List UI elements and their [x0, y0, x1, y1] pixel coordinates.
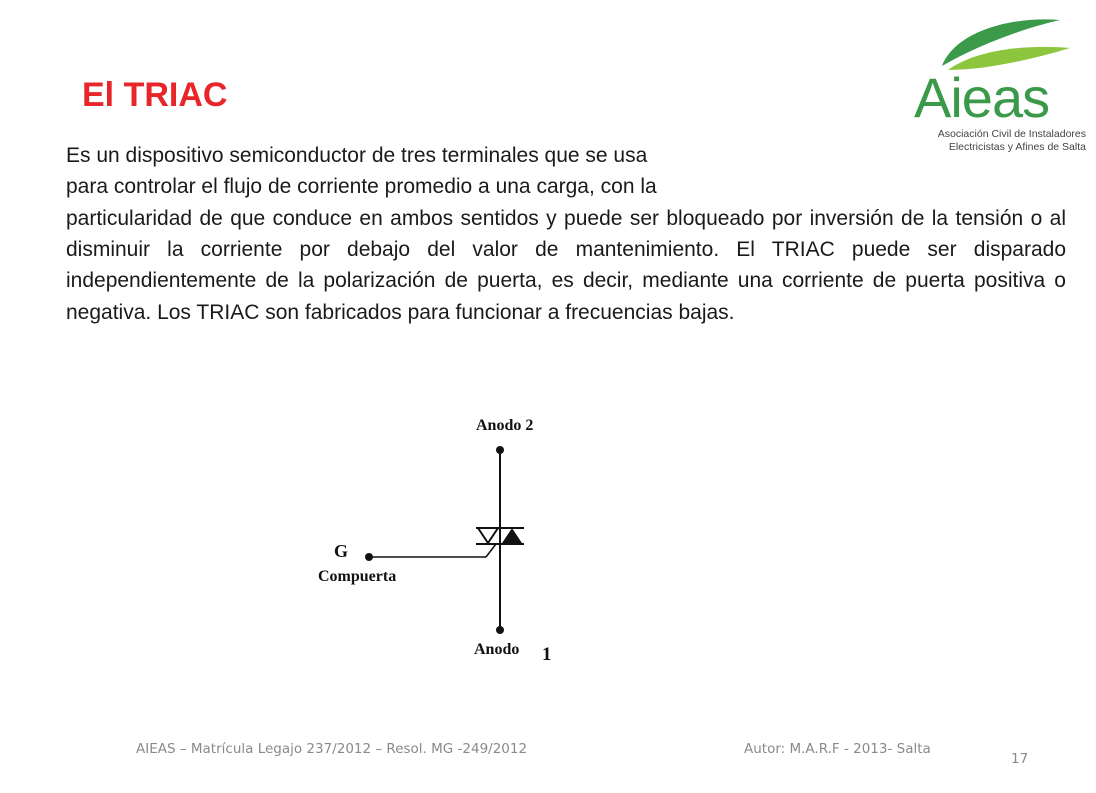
intro-text: [66, 140, 826, 202]
triac-diagram: [300, 405, 600, 675]
intro-line: Es un dispositivo semiconductor de tres terminales que se usa: [66, 144, 648, 167]
leaf-icon: [900, 14, 1090, 74]
intro-line: para controlar el flujo de corriente promedio a una carga, con la: [66, 175, 657, 198]
slide-title: El TRIAC: [82, 76, 228, 114]
logo-subtitle: [904, 128, 1086, 154]
anode1-label: Anodo: [474, 641, 520, 658]
logo-wordmark: Aieas: [914, 66, 1050, 129]
aieas-logo: [900, 14, 1090, 159]
anode2-label: Anodo 2: [476, 417, 534, 434]
footer-left: AIEAS – Matrícula Legajo 237/2012 – Resol. MG -249/2012: [136, 741, 528, 757]
triac-symbol-icon: [300, 405, 600, 675]
footer-right: Autor: M.A.R.F - 2013- Salta: [744, 741, 931, 757]
anode1-number: 1: [542, 644, 552, 665]
gate-letter: G: [334, 541, 349, 561]
logo-subtitle-line: Asociación Civil de Instaladores: [937, 128, 1086, 140]
logo-subtitle-line: Electricistas y Afines de Salta: [948, 141, 1086, 153]
page-number: 17: [1011, 751, 1029, 767]
body-paragraph: particularidad de que conduce en ambos sentidos y puede ser bloqueado por inversión de la tensión o al disminuir la corriente por debajo del valor de mantenimiento. El TRIAC puede ser disparado independientemente de la polarización de puerta, es decir, mediante una corriente de puerta positiva o negativa. Los TRIAC son fabricados para funcionar a frecuencias bajas.: [66, 207, 1066, 324]
gate-label: Compuerta: [318, 568, 397, 585]
